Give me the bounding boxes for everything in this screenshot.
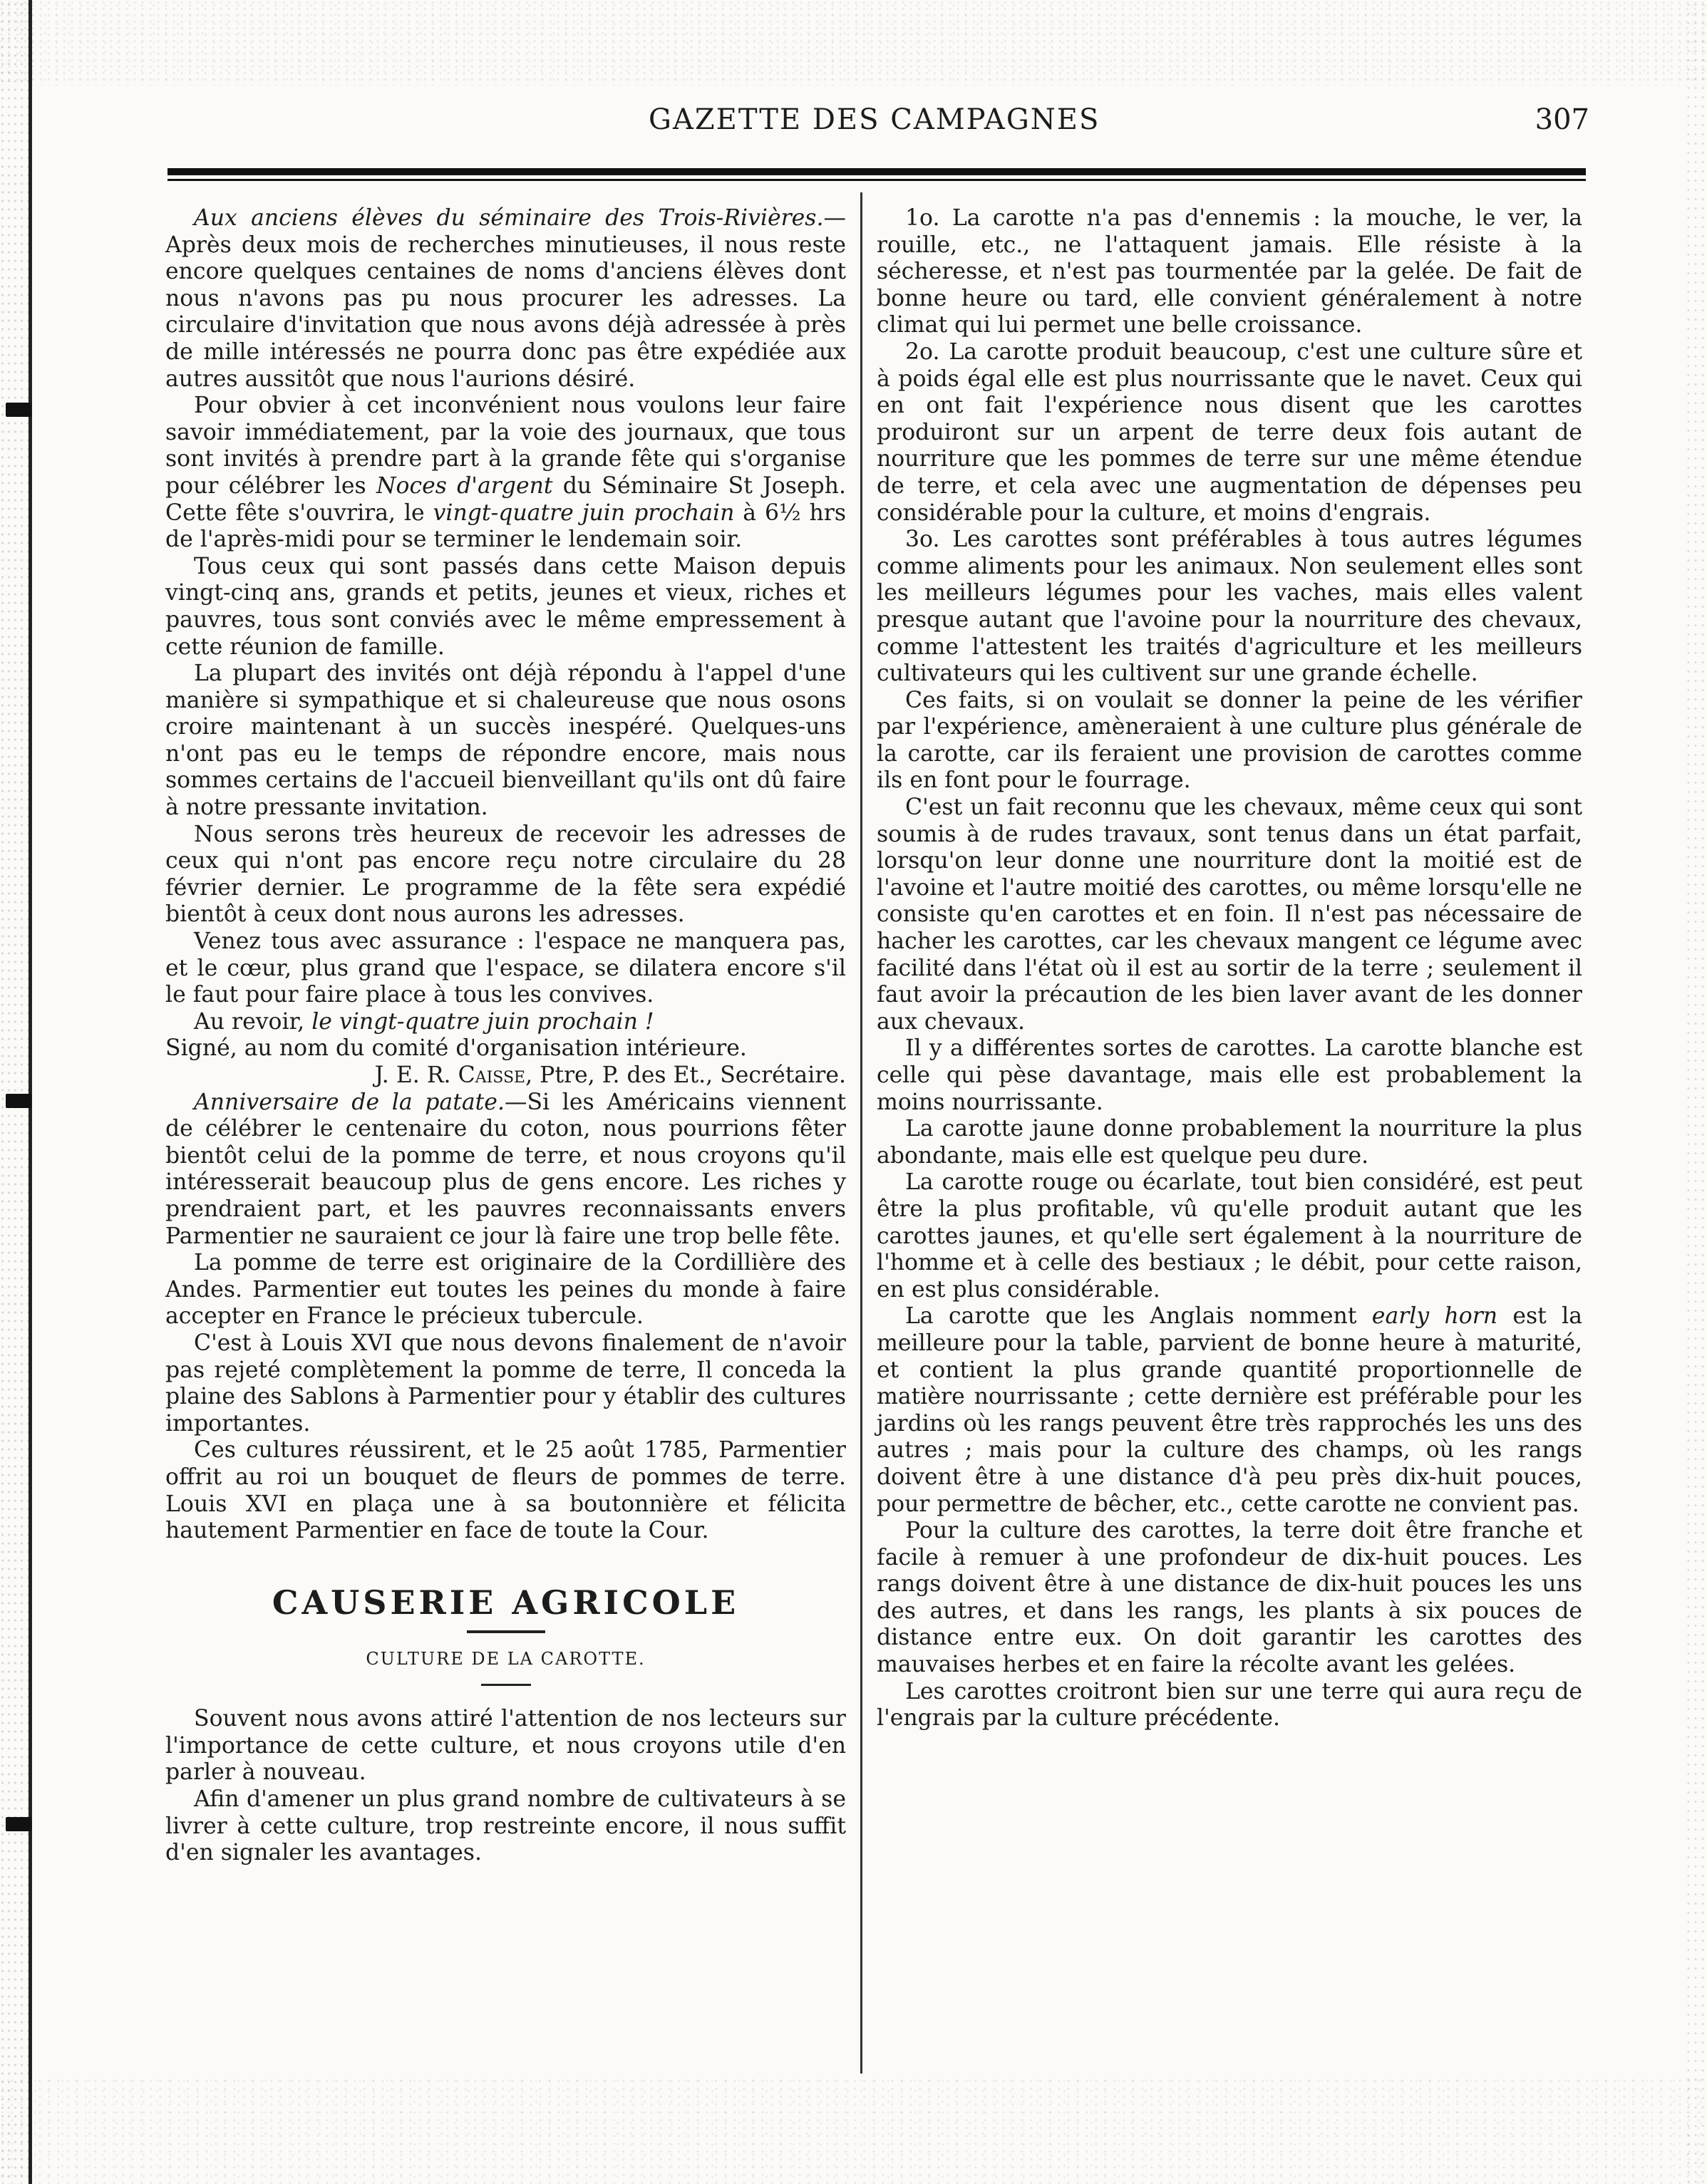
article-lead: Anniversaire de la patate. — [194, 1089, 505, 1115]
header-rule — [167, 168, 1586, 175]
article-paragraph: 3o. Les carottes sont préférables à tous autres légumes comme aliments pour les animaux. Non seulement elles sont les meilleurs légumes pour les vaches, mais elles valent presque autant que l'avoine pour la nourriture des chevaux, comme l'attestent les traités d'agriculture et les meilleurs cultivateurs qui les cultivent sur une grande échelle. — [877, 527, 1582, 687]
article-paragraph: 2o. La carotte produit beaucoup, c'est une culture sûre et à poids égal elle est plus nourrissante que le navet. Ceux qui en ont fait l'expérience nous disent que les carottes produiront sur un arpent de terre deux fois autant de nourriture que les pommes de terre sur une même étendue de terre, et cela avec une augmentation de dépenses peu considérable pour la culture, et moins d'engrais. — [877, 338, 1582, 526]
article-paragraph: Ces faits, si on voulait se donner la peine de les vérifier par l'expérience, amèneraient à une culture plus générale de la carotte, car ils feraient une provision de carottes comme ils en font pour le fourrage. — [877, 687, 1582, 794]
binding-mark — [6, 1817, 31, 1831]
article-paragraph: Venez tous avec assurance : l'espace ne manquera pas, et le cœur, plus grand que l'espace, se dilatera encore s'il le faut pour faire place à tous les convives. — [165, 928, 846, 1008]
page-number: 307 — [1535, 103, 1589, 136]
article-paragraph: Pour la culture des carottes, la terre doit être franche et facile à remuer à une profondeur de dix-huit pouces. Les rangs doivent être à une distance de dix-huit pouces les uns des autres, et dans les rangs, les plants à six pouces de distance entre eux. On doit garantir les carottes des mauvaises herbes et en faire la récolte avant les gelées. — [877, 1518, 1582, 1678]
page-header — [164, 103, 1589, 146]
article-paragraph: C'est un fait reconnu que les chevaux, même ceux qui sont soumis à de rudes travaux, sont tenus dans un état parfait, lorsqu'on leur donne une nourriture dont la moitié est de l'avoine et l'autre moitié des carottes, ou même lorsqu'elle ne consiste qu'en carottes et en foin. Il n'est pas nécessaire de hacher les carottes, car les chevaux mangent ce légume avec facilité dans l'état où il est au sortir de la terre ; seulement il faut avoir la précaution de les bien laver avant de les donner aux chevaux. — [877, 795, 1582, 1035]
right-column — [877, 205, 1582, 1732]
left-column — [165, 205, 846, 1867]
article-paragraph: Les carottes croitront bien sur une terre qui aura reçu de l'engrais par la culture précédente. — [877, 1678, 1582, 1732]
article-paragraph: La carotte jaune donne probablement la nourriture la plus abondante, mais elle est quelque peu dure. — [877, 1116, 1582, 1169]
scan-border-top — [0, 0, 1707, 86]
section-subtitle: CULTURE DE LA CAROTTE. — [366, 1648, 646, 1669]
article-paragraph: Il y a différentes sortes de carottes. La carotte blanche est celle qui pèse davantage, mais elle est probablement la moins nourrissante. — [877, 1035, 1582, 1115]
article-paragraph: La carotte que les Anglais nomment early horn est la meilleure pour la table, parvient de bonne heure à maturité, et contient la plus grande quantité proportionnelle de matière nourrissante ; cette dernière est préférable pour les jardins où les rangs peuvent être très rapprochés les uns des autres ; mais pour la culture des champs, où les rangs doivent être à une distance d'à peu près dix-huit pouces, pour permettre de bêcher, etc., cette carotte ne convient pas. — [877, 1303, 1583, 1517]
article-paragraph: Pour obvier à cet inconvénient nous voulons leur faire savoir immédiatement, par la voie des journaux, que tous sont invités à prendre part à la grande fête qui s'organise pour célébrer les Noces d'argent du Séminaire St Joseph. Cette fête s'ouvrira, le vingt-quatre juin prochain à 6½ hrs de l'après-midi pour se terminer le lendemain soir. — [165, 393, 847, 553]
scan-border-bottom — [0, 2077, 1707, 2184]
header-rule-thin — [167, 179, 1586, 181]
article-paragraph: Anniversaire de la patate.—Si les Américains viennent de célébrer le centenaire du coton, nous pourrions fêter bientôt celui de la pomme de terre, et nous croyons qu'il intéresserait beaucoup plus de gens encore. Les riches y prendraient part, et les pauvres reconnaissants envers Parmentier ne sauraient ce jour là faire une trop belle fête. — [165, 1089, 846, 1249]
section-title: CAUSERIE AGRICOLE — [272, 1583, 740, 1622]
article-paragraph: C'est à Louis XVI que nous devons finalement de n'avoir pas rejeté complètement la pomme de terre, Il conceda la plaine des Sablons à Parmentier pour y établir des cultures importantes. — [165, 1330, 846, 1437]
scan-border-right — [1686, 0, 1707, 2184]
article-paragraph: La carotte rouge ou écarlate, tout bien considéré, est peut être la plus profitable, vû qu'elle produit autant que les carottes jaunes, et qu'elle sert également à la nourriture de l'homme et à celle des bestiaux ; le débit, pour cette raison, en est plus considérable. — [877, 1169, 1582, 1303]
binding-mark — [6, 403, 31, 417]
subtitle-rule — [481, 1684, 531, 1686]
section-rule — [467, 1630, 545, 1633]
article-paragraph: Afin d'amener un plus grand nombre de cultivateurs à se livrer à cette culture, trop restreinte encore, il nous suffit d'en signaler les avantages. — [165, 1786, 846, 1866]
column-divider — [860, 192, 862, 2074]
article-paragraph: Souvent nous avons attiré l'attention de nos lecteurs sur l'importance de cette culture, et nous croyons utile d'en parler à nouveau. — [165, 1706, 846, 1786]
article-paragraph: 1o. La carotte n'a pas d'ennemis : la mouche, le ver, la rouille, etc., ne l'attaquent jamais. Elle résiste à la sécheresse, et n'est pas tourmentée par la gelée. De fait de bonne heure ou tard, elle convient généralement à notre climat qui lui permet une belle croissance. — [877, 205, 1582, 338]
article-paragraph: La plupart des invités ont déjà répondu à l'appel d'une manière si sympathique et si chaleureuse que nous osons croire maintenant à un succès inespéré. Quelques-uns n'ont pas eu le temps de répondre encore, mais nous sommes certains de l'accueil bienveillant qu'ils ont dû faire à notre pressante invitation. — [165, 661, 846, 821]
article-lead: Aux anciens élèves du séminaire des Trois-Rivières. — [194, 205, 824, 231]
scan-border-left — [0, 0, 32, 2184]
article-paragraph: Au revoir, le vingt-quatre juin prochain ! — [194, 1008, 654, 1035]
signature: J. E. R. Caisse, Ptre, P. des Et., Secrétaire. — [374, 1062, 846, 1088]
gazette-title: GAZETTE DES CAMPAGNES — [649, 103, 1100, 136]
article-paragraph: Ces cultures réussirent, et le 25 août 1785, Parmentier offrit au roi un bouquet de fleurs de pommes de terre. Louis XVI en plaça une à sa boutonnière et félicita hautement Parmentier en face de toute la Cour. — [165, 1437, 846, 1544]
article-paragraph: Aux anciens élèves du séminaire des Trois-Rivières.— Après deux mois de recherches minutieuses, il nous reste encore quelques centaines de noms d'anciens élèves dont nous n'avons pas pu nous procurer les adresses. La circulaire d'invitation que nous avons déjà adressée à près de mille intéressés ne pourra donc pas être expédiée aux autres aussitôt que nous l'aurions désiré. — [165, 205, 846, 392]
article-paragraph: Signé, au nom du comité d'organisation intérieure. — [165, 1035, 747, 1062]
article-paragraph: Nous serons très heureux de recevoir les adresses de ceux qui n'ont pas encore reçu notre circulaire du 28 février dernier. Le programme de la fête sera expédié bientôt à ceux dont nous aurons les adresses. — [165, 821, 846, 928]
article-paragraph: Tous ceux qui sont passés dans cette Maison depuis vingt-cinq ans, grands et petits, jeunes et vieux, riches et pauvres, tous sont conviés avec le même empressement à cette réunion de famille. — [165, 553, 846, 660]
article-paragraph: La pomme de terre est originaire de la Cordillière des Andes. Parmentier eut toutes les peines du monde à faire accepter en France le précieux tubercule. — [165, 1250, 846, 1330]
binding-mark — [6, 1094, 31, 1108]
